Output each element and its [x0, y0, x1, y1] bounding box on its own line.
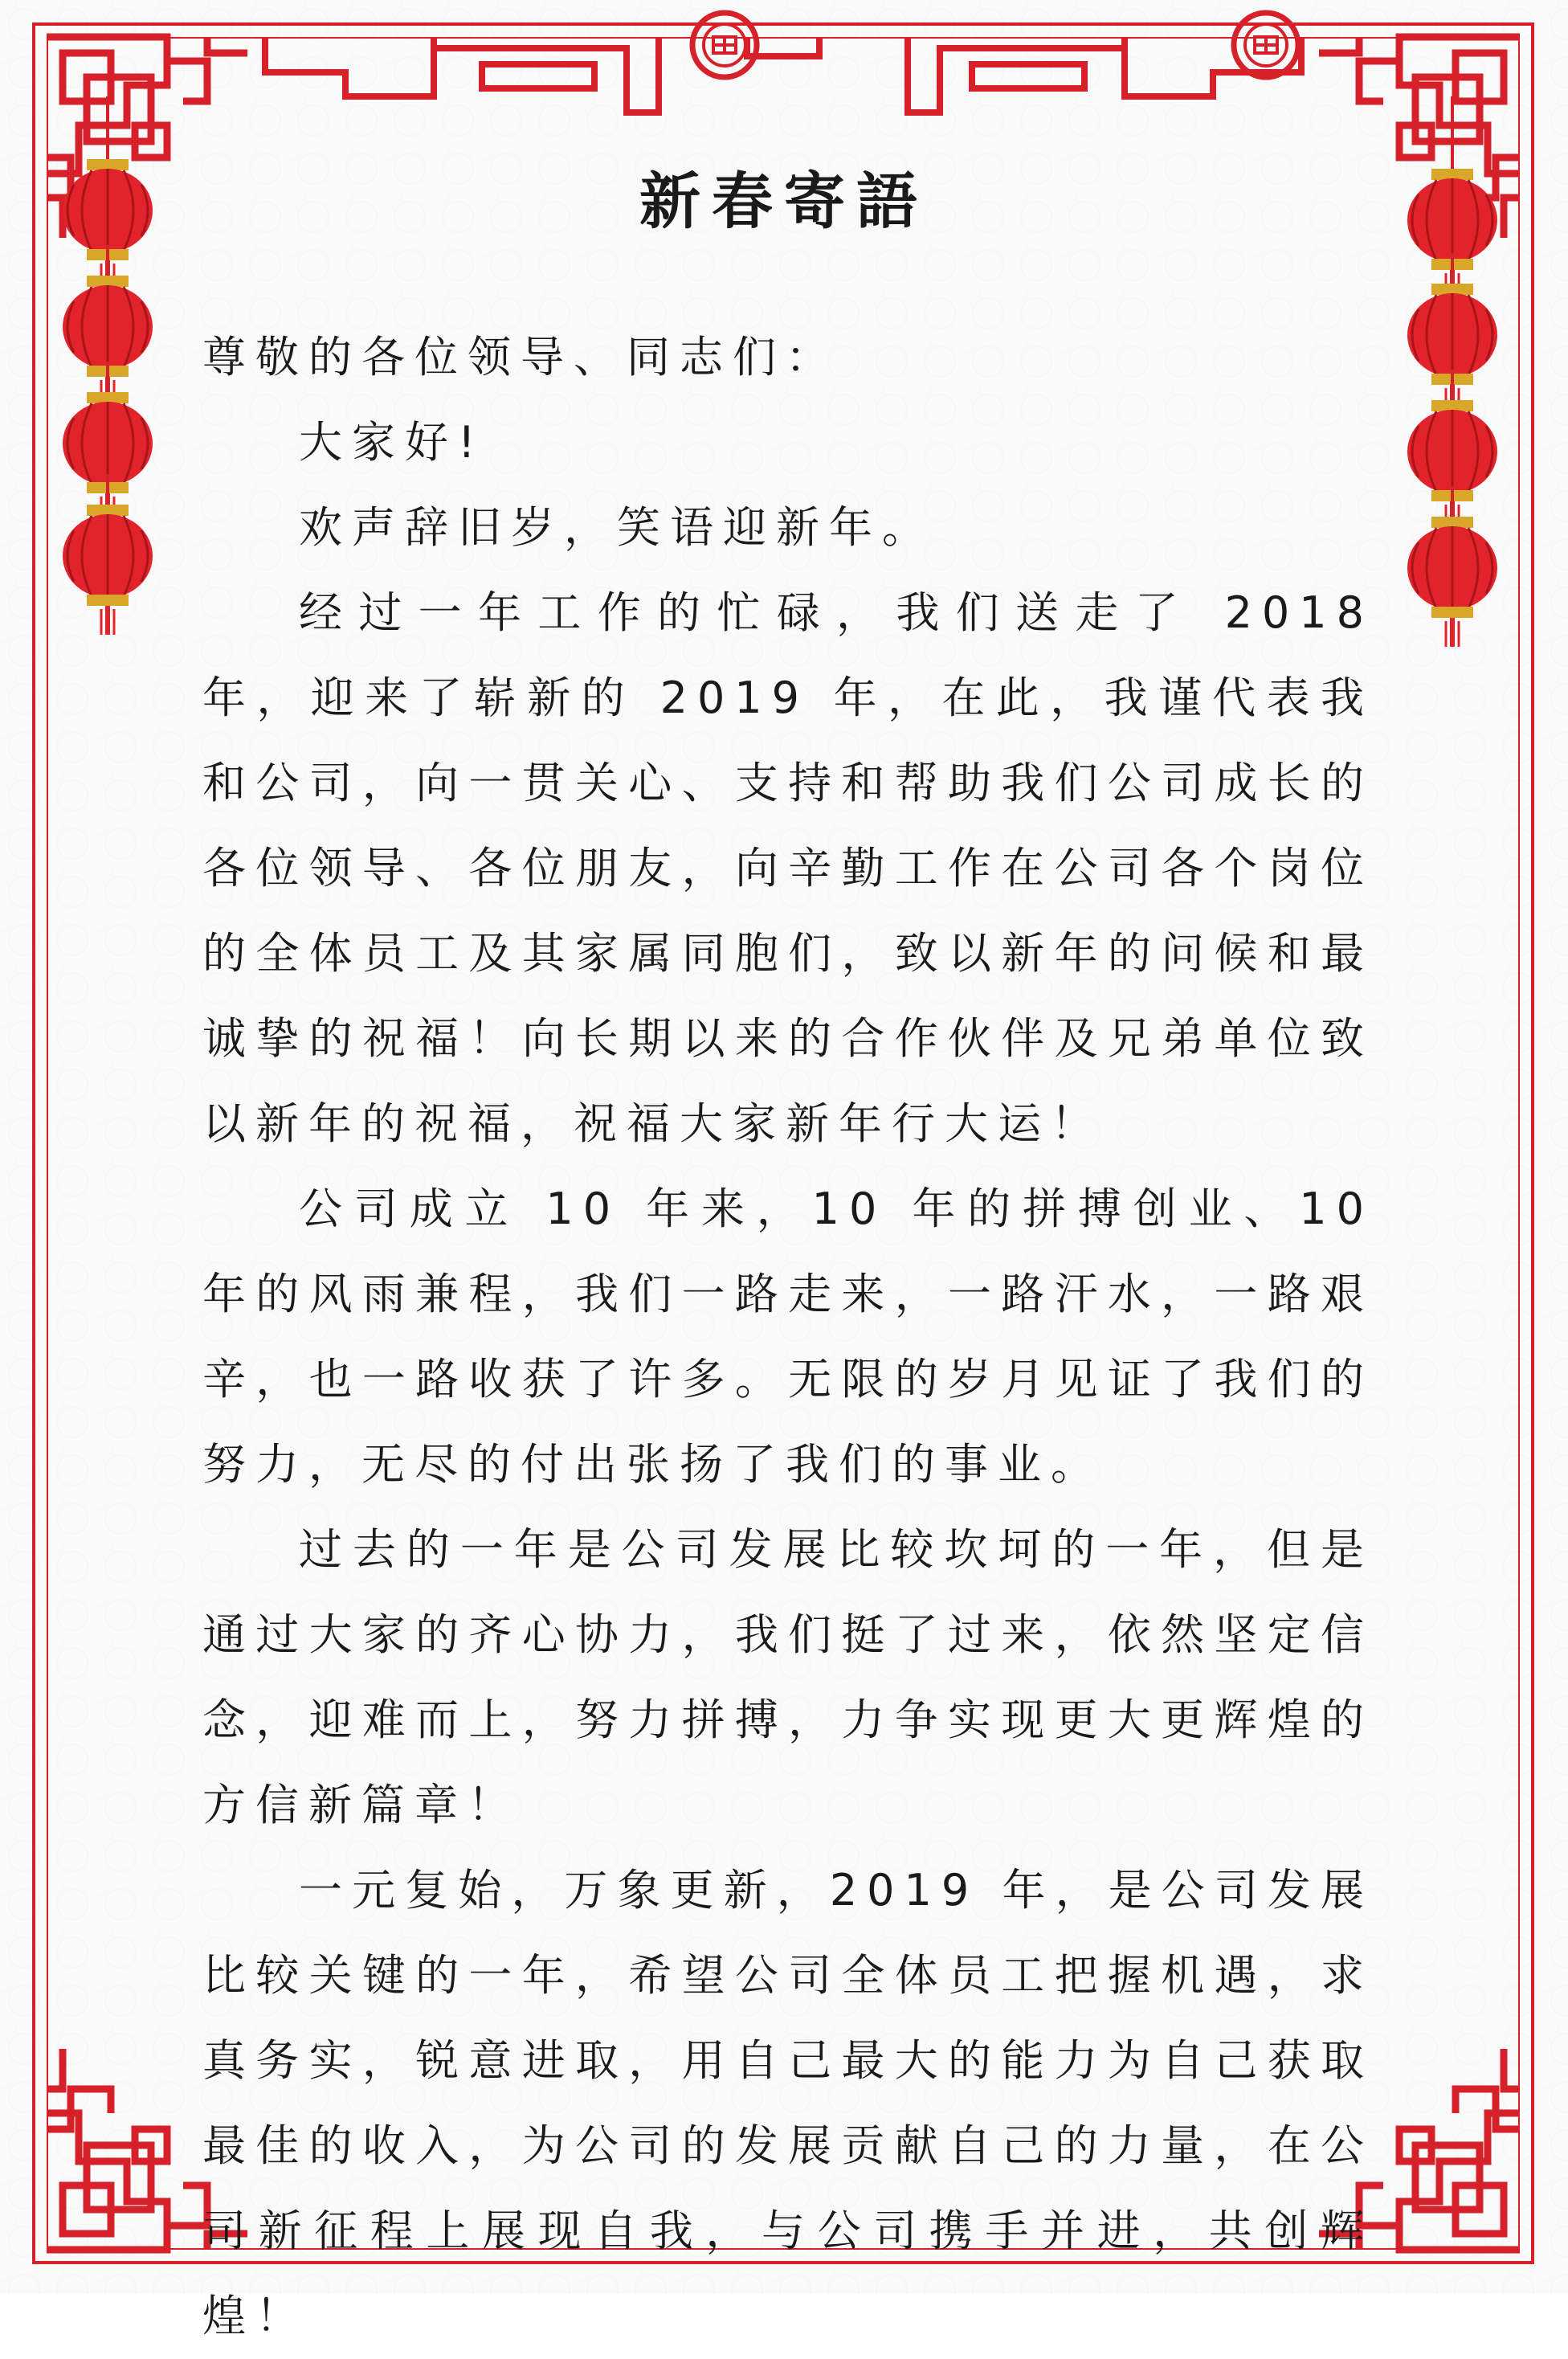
letter-title: 新春寄語 — [639, 166, 929, 237]
letter-body — [202, 315, 1374, 2359]
paragraph: 经过一年工作的忙碌，我们送走了 2018 年，迎来了崭新的 2019 年，在此，我谨代表我和公司，向一贯关心、支持和帮助我们公司成长的各位领导、各位朋友，向辛勤工作在公司各个岗位的全体员工及其家属同胞们，致以新年的问候和最诚挚的祝福！向长期以来的合作伙伴及兄弟单位致以新年的祝福，祝福大家新年行大运！ — [202, 587, 1374, 1149]
top-lattice-frieze — [265, 37, 1301, 112]
greeting: 大家好! — [299, 417, 485, 468]
paragraph: 公司成立 10 年来，10 年的拼搏创业、10 年的风雨兼程，我们一路走来，一路汗水，一路艰辛，也一路收获了许多。无限的岁月见证了我们的努力，无尽的付出张扬了我们的事业。 — [202, 1184, 1374, 1490]
paragraph: 欢声辞旧岁，笑语迎新年。 — [299, 502, 935, 553]
paragraph: 过去的一年是公司发展比较坎坷的一年，但是通过大家的齐心协力，我们挺了过来，依然坚定信念，迎难而上，努力拼搏，力争实现更大更辉煌的方信新篇章！ — [202, 1524, 1374, 1830]
salutation: 尊敬的各位领导、同志们： — [202, 332, 839, 382]
paragraph: 一元复始，万象更新，2019 年，是公司发展比较关键的一年，希望公司全体员工把握机遇，求真务实，锐意进取，用自己最大的能力为自己获取最佳的收入，为公司的发展贡献自己的力量，在公司新征程上展现自我，与公司携手并进，共创辉煌！ — [202, 1865, 1374, 2341]
